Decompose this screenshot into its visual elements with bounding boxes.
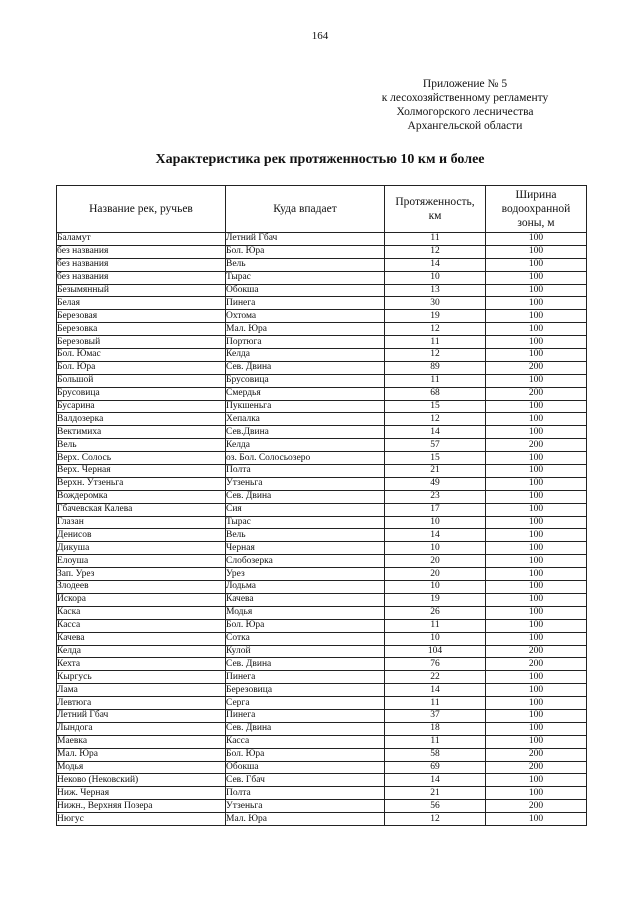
table-row [57,400,587,413]
flows-into-cell: Сев.Двина [226,426,385,439]
flows-into-cell: Бол. Юра [226,619,385,632]
table-row [57,284,587,297]
flows-into-cell: Тырас [226,516,385,529]
flows-into-cell: Сотка [226,632,385,645]
zone-width-cell: 100 [486,271,587,284]
length-cell: 10 [385,516,486,529]
flows-into-cell: Слобозерка [226,555,385,568]
flows-into-cell: Келда [226,439,385,452]
length-cell: 56 [385,800,486,813]
length-cell: 49 [385,477,486,490]
length-cell: 30 [385,297,486,310]
flows-into-cell: Обокша [226,761,385,774]
flows-into-cell: Мал. Юра [226,813,385,826]
table-row [57,632,587,645]
river-name-cell: Кыргусь [57,671,226,684]
river-name-cell: без названия [57,271,226,284]
length-cell: 10 [385,271,486,284]
table-row [57,529,587,542]
zone-width-cell: 100 [486,774,587,787]
length-cell: 11 [385,735,486,748]
flows-into-cell: Сия [226,503,385,516]
table-row [57,735,587,748]
river-name-cell: Касса [57,619,226,632]
river-name-cell: Лындога [57,722,226,735]
length-cell: 20 [385,568,486,581]
table-row [57,413,587,426]
zone-width-cell: 200 [486,645,587,658]
table-row [57,349,587,362]
table-row [57,606,587,619]
table-row [57,748,587,761]
length-cell: 57 [385,439,486,452]
flows-into-cell: Пинега [226,297,385,310]
table-row [57,761,587,774]
document-title: Характеристика рек протяженностью 10 км и более [155,152,485,167]
flows-into-cell: Бол. Юра [226,748,385,761]
zone-width-cell: 100 [486,722,587,735]
table-row [57,490,587,503]
zone-width-cell: 100 [486,813,587,826]
zone-width-cell: 100 [486,426,587,439]
header-river-name: Название рек, ручьев [57,186,226,233]
length-cell: 12 [385,323,486,336]
table-row [57,542,587,555]
header-protection-zone [486,186,587,233]
flows-into-cell: Пинега [226,709,385,722]
zone-width-cell: 200 [486,658,587,671]
length-cell: 10 [385,542,486,555]
length-cell: 12 [385,349,486,362]
river-name-cell: Бол. Юра [57,361,226,374]
river-name-cell: Бусарина [57,400,226,413]
appendix-number: Приложение № 5 [422,78,508,90]
zone-width-cell: 200 [486,800,587,813]
flows-into-cell: Обокша [226,284,385,297]
river-name-cell: Каска [57,606,226,619]
zone-width-cell: 100 [486,336,587,349]
river-name-cell: Гбачевская Калева [57,503,226,516]
river-name-cell: Левтюга [57,697,226,710]
table-row [57,645,587,658]
river-name-cell: Вождеромка [57,490,226,503]
appendix-regulation: к лесохозяйственному регламенту [381,92,549,104]
length-cell: 17 [385,503,486,516]
river-name-cell: Березовка [57,323,226,336]
flows-into-cell: Сев. Двина [226,490,385,503]
table-row [57,465,587,478]
table-header-row [57,186,587,233]
length-cell: 11 [385,619,486,632]
river-name-cell: Березовый [57,336,226,349]
table-row [57,800,587,813]
table-row [57,619,587,632]
zone-width-cell: 100 [486,465,587,478]
length-cell: 20 [385,555,486,568]
length-cell: 76 [385,658,486,671]
river-name-cell: Большой [57,374,226,387]
flows-into-cell: Сев. Двина [226,722,385,735]
table-row [57,439,587,452]
zone-width-cell: 100 [486,413,587,426]
river-name-cell: Валдозерка [57,413,226,426]
length-cell: 13 [385,284,486,297]
flows-into-cell: Лодьма [226,581,385,594]
length-cell: 104 [385,645,486,658]
flows-into-cell: Качева [226,593,385,606]
flows-into-cell: Полта [226,465,385,478]
header-length [385,186,486,233]
table-row [57,258,587,271]
zone-width-cell: 200 [486,361,587,374]
flows-into-cell: Смердья [226,387,385,400]
length-cell: 11 [385,233,486,246]
flows-into-cell: Вель [226,258,385,271]
length-cell: 19 [385,310,486,323]
header-zone-line1: Ширина [515,189,557,201]
flows-into-cell: Пинега [226,671,385,684]
flows-into-cell: Кулой [226,645,385,658]
zone-width-cell: 100 [486,258,587,271]
river-name-cell: Дикуша [57,542,226,555]
length-cell: 68 [385,387,486,400]
zone-width-cell: 100 [486,529,587,542]
page-number: 164 [311,30,329,42]
length-cell: 22 [385,671,486,684]
flows-into-cell: Модья [226,606,385,619]
river-name-cell: без названия [57,258,226,271]
river-name-cell: Нижн., Верхняя Позера [57,800,226,813]
zone-width-cell: 100 [486,349,587,362]
flows-into-cell: Утзеньга [226,477,385,490]
rivers-table [56,185,587,826]
header-zone-line2: водоохранной [501,203,571,215]
flows-into-cell: Урез [226,568,385,581]
length-cell: 37 [385,709,486,722]
flows-into-cell: Сев. Гбач [226,774,385,787]
appendix-region: Архангельской области [407,120,523,132]
river-name-cell: Кехта [57,658,226,671]
table-row [57,555,587,568]
table-row [57,709,587,722]
header-flows-into: Куда впадает [226,186,385,233]
length-cell: 19 [385,593,486,606]
river-name-cell: Безымянный [57,284,226,297]
length-cell: 58 [385,748,486,761]
river-name-cell: Маевка [57,735,226,748]
table-row [57,297,587,310]
zone-width-cell: 200 [486,748,587,761]
river-name-cell: Бол. Юмас [57,349,226,362]
river-name-cell: Келда [57,645,226,658]
river-name-cell: Летний Гбач [57,709,226,722]
zone-width-cell: 100 [486,593,587,606]
flows-into-cell: Тырас [226,271,385,284]
zone-width-cell: 100 [486,787,587,800]
zone-width-cell: 100 [486,245,587,258]
zone-width-cell: 100 [486,709,587,722]
zone-width-cell: 100 [486,297,587,310]
table-row [57,374,587,387]
zone-width-cell: 200 [486,439,587,452]
length-cell: 15 [385,452,486,465]
zone-width-cell: 100 [486,374,587,387]
table-row [57,477,587,490]
zone-width-cell: 100 [486,490,587,503]
river-name-cell: Белая [57,297,226,310]
table-row [57,310,587,323]
length-cell: 23 [385,490,486,503]
flows-into-cell: Мал. Юра [226,323,385,336]
flows-into-cell: Портюга [226,336,385,349]
river-name-cell: Нюгус [57,813,226,826]
river-name-cell: Елоуша [57,555,226,568]
length-cell: 21 [385,465,486,478]
length-cell: 18 [385,722,486,735]
table-row [57,581,587,594]
appendix-header [340,77,590,133]
flows-into-cell: Березовица [226,684,385,697]
river-name-cell: Верх. Черная [57,465,226,478]
zone-width-cell: 100 [486,477,587,490]
zone-width-cell: 100 [486,735,587,748]
zone-width-cell: 100 [486,284,587,297]
zone-width-cell: 100 [486,619,587,632]
table-row [57,684,587,697]
flows-into-cell: Черная [226,542,385,555]
zone-width-cell: 100 [486,568,587,581]
table-row [57,426,587,439]
length-cell: 14 [385,426,486,439]
flows-into-cell: Сев. Двина [226,658,385,671]
length-cell: 69 [385,761,486,774]
length-cell: 26 [385,606,486,619]
table-row [57,568,587,581]
length-cell: 14 [385,774,486,787]
river-name-cell: без названия [57,245,226,258]
table-row [57,361,587,374]
river-name-cell: Брусовица [57,387,226,400]
river-name-cell: Верх. Солось [57,452,226,465]
table-row [57,658,587,671]
zone-width-cell: 100 [486,671,587,684]
zone-width-cell: 100 [486,452,587,465]
length-cell: 21 [385,787,486,800]
river-name-cell: Глазан [57,516,226,529]
table-row [57,697,587,710]
length-cell: 10 [385,581,486,594]
table-row [57,774,587,787]
header-length-line1: Протяженность, [395,196,475,208]
river-name-cell: Ниж. Черная [57,787,226,800]
flows-into-cell: Бол. Юра [226,245,385,258]
length-cell: 89 [385,361,486,374]
flows-into-cell: Серга [226,697,385,710]
flows-into-cell: Хепалка [226,413,385,426]
river-name-cell: Березовая [57,310,226,323]
zone-width-cell: 100 [486,606,587,619]
zone-width-cell: 100 [486,555,587,568]
table-row [57,336,587,349]
river-name-cell: Неково (Нековский) [57,774,226,787]
river-name-cell: Модья [57,761,226,774]
length-cell: 10 [385,632,486,645]
flows-into-cell: Касса [226,735,385,748]
river-name-cell: Мал. Юра [57,748,226,761]
table-row [57,233,587,246]
zone-width-cell: 100 [486,684,587,697]
flows-into-cell: Сев. Двина [226,361,385,374]
river-name-cell: Зап. Урез [57,568,226,581]
flows-into-cell: Летний Гбач [226,233,385,246]
river-name-cell: Верхн. Утзеньга [57,477,226,490]
table-row [57,503,587,516]
length-cell: 15 [385,400,486,413]
table-row [57,787,587,800]
length-cell: 11 [385,697,486,710]
flows-into-cell: Утзеньга [226,800,385,813]
river-name-cell: Денисов [57,529,226,542]
zone-width-cell: 100 [486,542,587,555]
zone-width-cell: 100 [486,310,587,323]
header-length-line2: км [428,210,442,222]
table-row [57,516,587,529]
header-zone-line3: зоны, м [517,217,555,229]
zone-width-cell: 100 [486,400,587,413]
zone-width-cell: 100 [486,632,587,645]
table-row [57,452,587,465]
zone-width-cell: 100 [486,697,587,710]
zone-width-cell: 200 [486,761,587,774]
table-row [57,813,587,826]
length-cell: 14 [385,529,486,542]
table-row [57,323,587,336]
table-row [57,271,587,284]
length-cell: 14 [385,684,486,697]
zone-width-cell: 100 [486,516,587,529]
flows-into-cell: Пукшеньга [226,400,385,413]
river-name-cell: Лама [57,684,226,697]
flows-into-cell: Вель [226,529,385,542]
table-row [57,671,587,684]
appendix-forestry: Холмогорского лесничества [396,106,534,118]
flows-into-cell: Полта [226,787,385,800]
river-name-cell: Вель [57,439,226,452]
length-cell: 11 [385,336,486,349]
zone-width-cell: 100 [486,503,587,516]
zone-width-cell: 100 [486,323,587,336]
table-row [57,593,587,606]
flows-into-cell: оз. Бол. Солосьозеро [226,452,385,465]
length-cell: 12 [385,813,486,826]
table-row [57,387,587,400]
length-cell: 14 [385,258,486,271]
zone-width-cell: 100 [486,581,587,594]
flows-into-cell: Келда [226,349,385,362]
zone-width-cell: 200 [486,387,587,400]
river-name-cell: Вектимиха [57,426,226,439]
table-row [57,245,587,258]
zone-width-cell: 100 [486,233,587,246]
length-cell: 12 [385,413,486,426]
flows-into-cell: Охтома [226,310,385,323]
river-name-cell: Злодеев [57,581,226,594]
length-cell: 11 [385,374,486,387]
table-row [57,722,587,735]
flows-into-cell: Брусовица [226,374,385,387]
river-name-cell: Баламут [57,233,226,246]
length-cell: 12 [385,245,486,258]
river-name-cell: Качева [57,632,226,645]
river-name-cell: Искора [57,593,226,606]
